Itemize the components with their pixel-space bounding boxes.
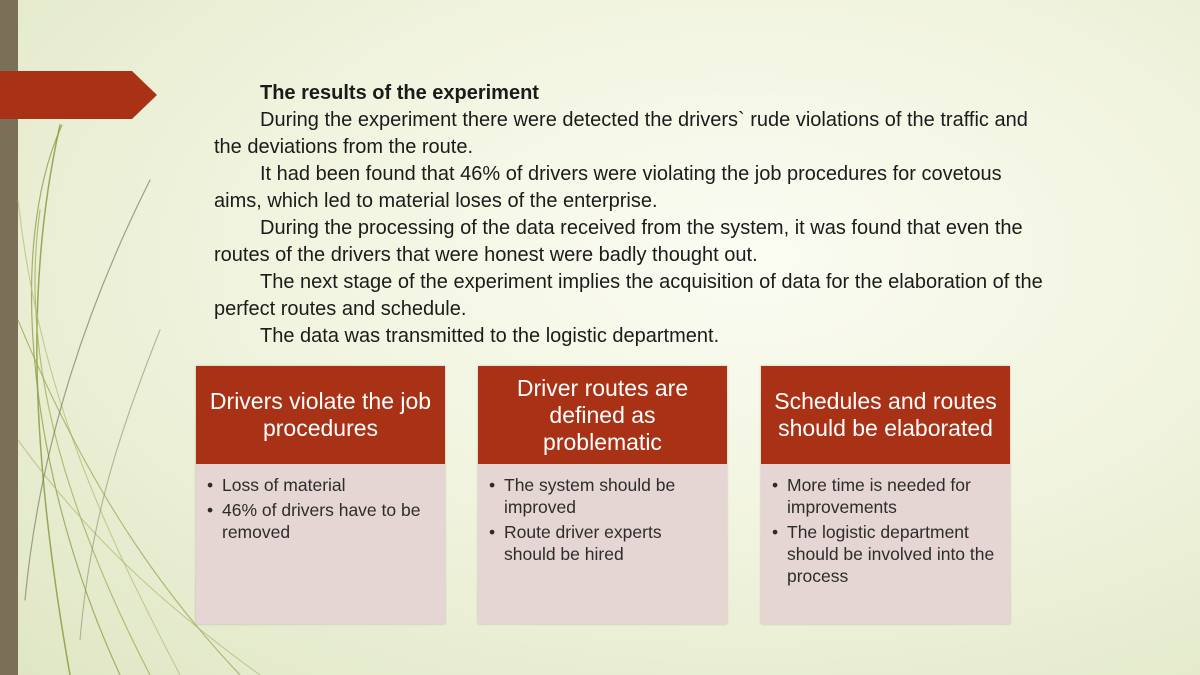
- bullet-item: • Loss of material: [222, 474, 433, 496]
- bullet-list: [771, 474, 998, 587]
- card-body: [196, 464, 445, 624]
- bullet-item: • Route driver experts should be hired: [504, 521, 715, 565]
- paragraph-next-stage: The next stage of the experiment implies the acquisition of data for the elaboration of the perfect routes and schedule.: [214, 271, 1043, 320]
- card-drivers-violate: [196, 366, 445, 624]
- bullet-item: • More time is needed for improvements: [787, 474, 998, 518]
- card-driver-routes: [478, 366, 727, 624]
- card-title: Driver routes are defined as problematic: [478, 366, 727, 464]
- bullet-item: • The system should be improved: [504, 474, 715, 518]
- paragraph-statistics: It had been found that 46% of drivers were violating the job procedures for covetous aims, which led to material loses of the enterprise.: [214, 163, 1002, 212]
- card-body: [478, 464, 727, 624]
- bullet-item: • The logistic department should be involved into the process: [787, 521, 998, 587]
- card-schedules-routes: [761, 366, 1010, 624]
- experiment-results-text: [214, 80, 1054, 350]
- bullet-item: • 46% of drivers have to be removed: [222, 499, 433, 543]
- card-title: Schedules and routes should be elaborated: [761, 366, 1010, 464]
- card-body: [761, 464, 1010, 624]
- section-heading: The results of the experiment: [260, 82, 539, 104]
- paragraph-violations: During the experiment there were detected the drivers` rude violations of the traffic and the deviations from the route.: [214, 109, 1028, 158]
- card-title: Drivers violate the job procedures: [196, 366, 445, 464]
- bullet-list: [206, 474, 433, 543]
- bullet-list: [488, 474, 715, 565]
- paragraph-transmission: The data was transmitted to the logistic department.: [260, 325, 720, 347]
- paragraph-routes: During the processing of the data received from the system, it was found that even the routes of the drivers that were honest were badly thought out.: [214, 217, 1023, 266]
- title-arrow-marker: [0, 71, 157, 119]
